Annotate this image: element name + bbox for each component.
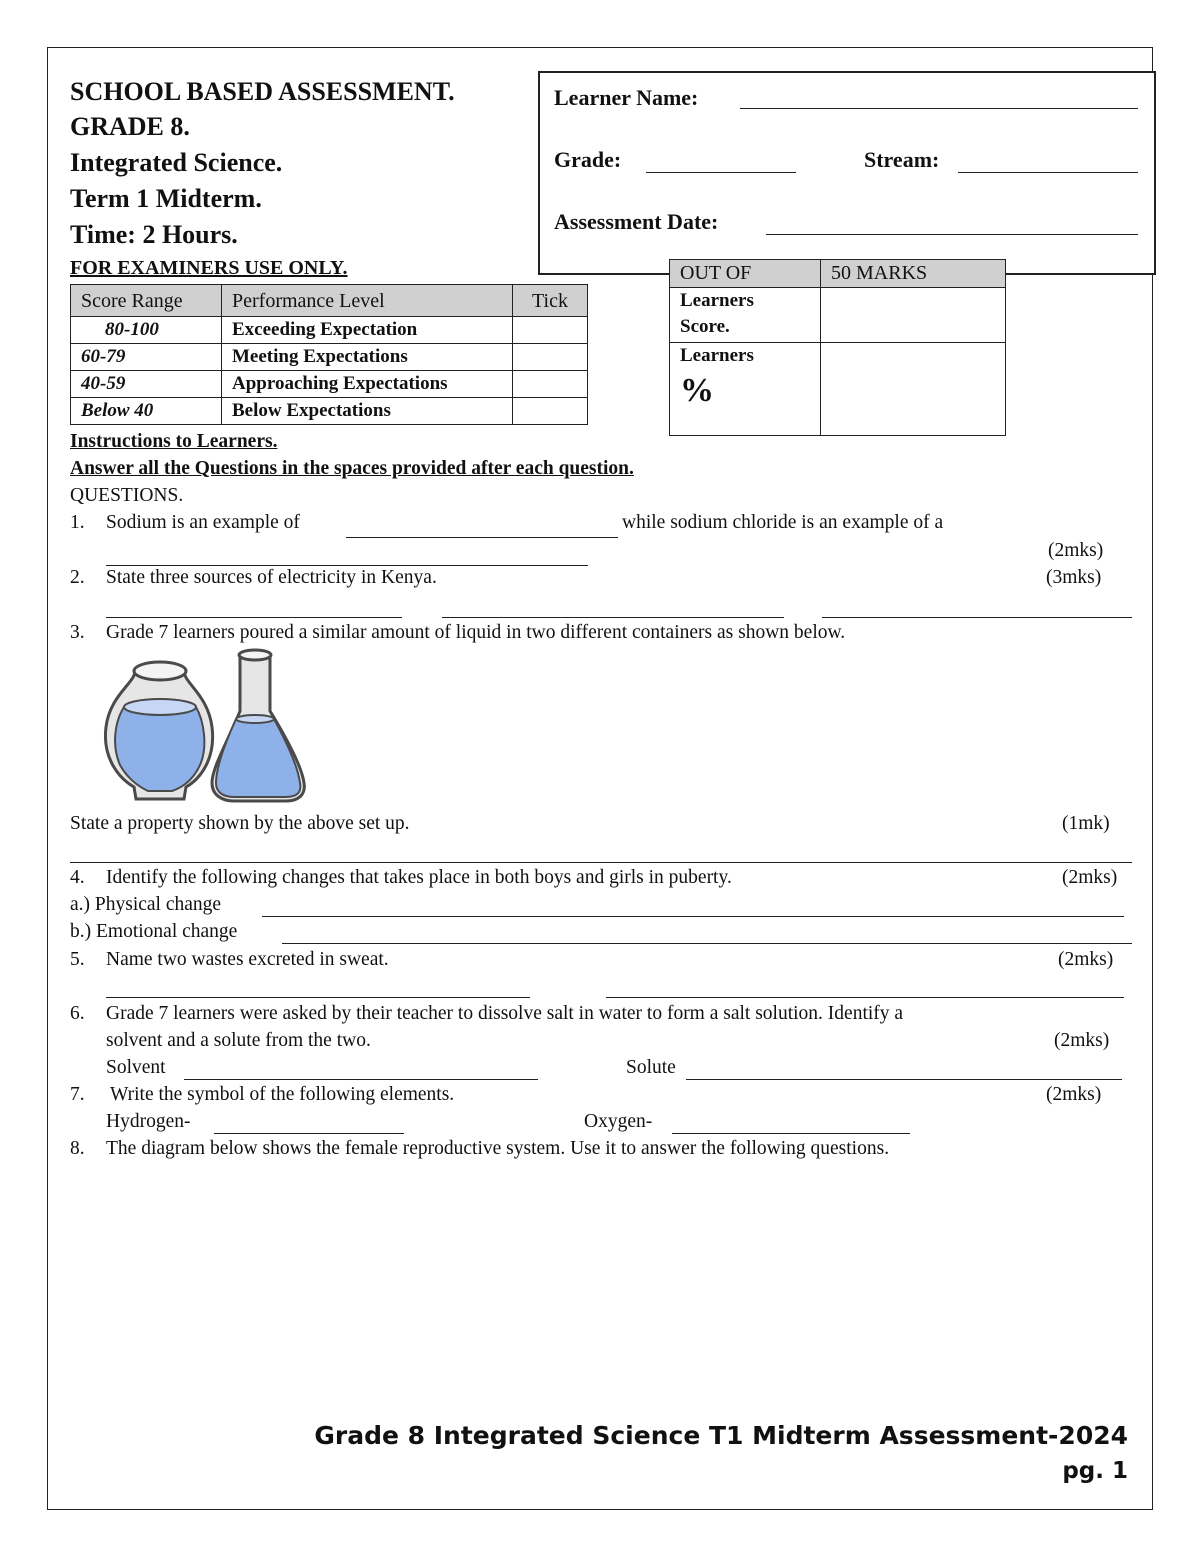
q3-number: 3.	[70, 622, 85, 643]
q1-text-b: while sodium chloride is an example of a	[622, 512, 944, 533]
q4-b-answer[interactable]	[282, 943, 1132, 944]
q3-answer[interactable]	[70, 862, 1132, 863]
q7-text: Write the symbol of the following elements.	[110, 1084, 455, 1105]
q1-answer-1[interactable]	[346, 537, 618, 538]
out-of-value: 50 MARKS	[821, 260, 1006, 288]
q7-hydrogen-label: Hydrogen-	[106, 1111, 191, 1132]
q4-marks: (2mks)	[1062, 867, 1118, 888]
learners-percent-label-text: Learners	[680, 345, 754, 366]
q3-prompt: State a property shown by the above set up.	[70, 813, 410, 834]
learners-score-field[interactable]	[821, 288, 1006, 343]
q6-text-2: solvent and a solute from the two.	[106, 1030, 371, 1051]
performance-level-cell: Approaching Expectations	[222, 371, 513, 398]
stream-label: Stream:	[864, 147, 940, 172]
q5-number: 5.	[70, 949, 85, 970]
grade-label: Grade:	[554, 147, 622, 172]
q2-answer-2[interactable]	[442, 617, 784, 618]
learners-score-label-line2: Score.	[680, 316, 730, 337]
examiners-title: FOR EXAMINERS USE ONLY.	[70, 257, 348, 279]
q4-text: Identify the following changes that takes place in both boys and girls in puberty.	[106, 867, 732, 888]
q6-solvent-answer[interactable]	[184, 1079, 538, 1080]
assessment-date-label: Assessment Date:	[554, 209, 719, 234]
col-tick: Tick	[513, 285, 588, 317]
tick-cell[interactable]	[513, 317, 588, 344]
q7-oxygen-answer[interactable]	[672, 1133, 910, 1134]
q7-marks: (2mks)	[1046, 1084, 1102, 1105]
performance-level-cell: Below Expectations	[222, 398, 513, 425]
tick-cell[interactable]	[513, 371, 588, 398]
q2-answer-1[interactable]	[106, 617, 402, 618]
score-range-cell: Below 40	[71, 398, 222, 425]
q8-number: 8.	[70, 1138, 85, 1159]
learners-percent-label	[670, 343, 821, 436]
learner-name-label: Learner Name:	[554, 85, 699, 110]
q6-text-1: Grade 7 learners were asked by their teacher to dissolve salt in water to form a salt solution. Identify a	[106, 1003, 904, 1024]
tick-cell[interactable]	[513, 344, 588, 371]
performance-level-cell: Exceeding Expectation	[222, 317, 513, 344]
instructions-title: Instructions to Learners.	[70, 431, 278, 452]
header-subject: Integrated Science.	[70, 148, 283, 177]
assessment-date-field[interactable]	[766, 234, 1138, 235]
grade-field[interactable]	[646, 172, 796, 173]
score-range-cell: 80-100	[71, 317, 222, 344]
instructions-text: Answer all the Questions in the spaces provided after each question.	[70, 458, 634, 479]
performance-table-header	[71, 285, 588, 317]
questions-heading: QUESTIONS.	[70, 485, 184, 506]
q4-a-answer[interactable]	[262, 916, 1124, 917]
q1-text-a: Sodium is an example of	[106, 512, 300, 533]
q1-number: 1.	[70, 512, 85, 533]
score-range-cell: 40-59	[71, 371, 222, 398]
q3-text: Grade 7 learners poured a similar amount of liquid in two different containers as shown below.	[106, 622, 846, 643]
tick-cell[interactable]	[513, 398, 588, 425]
table-row	[71, 317, 588, 344]
table-row	[71, 344, 588, 371]
header-time: Time: 2 Hours.	[70, 220, 238, 249]
performance-table	[70, 284, 588, 425]
q6-solute-answer[interactable]	[686, 1079, 1122, 1080]
q8-text: The diagram below shows the female reproductive system. Use it to answer the following questions.	[106, 1138, 890, 1159]
q4-number: 4.	[70, 867, 85, 888]
learner-details-box	[538, 71, 1156, 275]
q2-answer-3[interactable]	[822, 617, 1132, 618]
page-number: pg. 1	[1062, 1458, 1128, 1484]
score-range-cell: 60-79	[71, 344, 222, 371]
q2-marks: (3mks)	[1046, 567, 1102, 588]
q5-marks: (2mks)	[1058, 949, 1114, 970]
q6-solvent-label: Solvent	[106, 1057, 166, 1078]
col-performance-level: Performance Level	[222, 285, 513, 317]
containers-illustration	[100, 647, 310, 807]
q7-oxygen-label: Oxygen-	[584, 1111, 653, 1132]
percent-sign: %	[680, 372, 714, 409]
q7-hydrogen-answer[interactable]	[214, 1133, 404, 1134]
out-of-label: OUT OF	[670, 260, 821, 288]
learners-score-label-line1: Learners	[680, 290, 754, 311]
header-term: Term 1 Midterm.	[70, 184, 262, 213]
header-grade: GRADE 8.	[70, 112, 190, 141]
q1-answer-2[interactable]	[106, 565, 588, 566]
learners-score-label	[670, 288, 821, 343]
q1-marks: (2mks)	[1048, 540, 1104, 561]
stream-field[interactable]	[958, 172, 1138, 173]
score-table	[669, 259, 1006, 436]
q4-b-label: b.) Emotional change	[70, 921, 238, 942]
table-row	[71, 371, 588, 398]
q2-number: 2.	[70, 567, 85, 588]
header-title: SCHOOL BASED ASSESSMENT.	[70, 77, 455, 106]
q6-number: 6.	[70, 1003, 85, 1024]
q5-text: Name two wastes excreted in sweat.	[106, 949, 389, 970]
q3-marks: (1mk)	[1062, 813, 1110, 834]
q4-a-label: a.) Physical change	[70, 894, 222, 915]
q5-answer-1[interactable]	[106, 997, 530, 998]
learner-name-field[interactable]	[740, 108, 1138, 109]
footer-title: Grade 8 Integrated Science T1 Midterm Assessment-2024	[314, 1421, 1128, 1450]
q2-text: State three sources of electricity in Kenya.	[106, 567, 437, 588]
col-score-range: Score Range	[71, 285, 222, 317]
table-row	[71, 398, 588, 425]
performance-level-cell: Meeting Expectations	[222, 344, 513, 371]
q5-answer-2[interactable]	[606, 997, 1124, 998]
flask-icon	[212, 650, 304, 801]
vase-icon	[105, 662, 212, 799]
q7-number: 7.	[70, 1084, 85, 1105]
learners-percent-field[interactable]	[821, 343, 1006, 436]
q6-marks: (2mks)	[1054, 1030, 1110, 1051]
q6-solute-label: Solute	[626, 1057, 676, 1078]
